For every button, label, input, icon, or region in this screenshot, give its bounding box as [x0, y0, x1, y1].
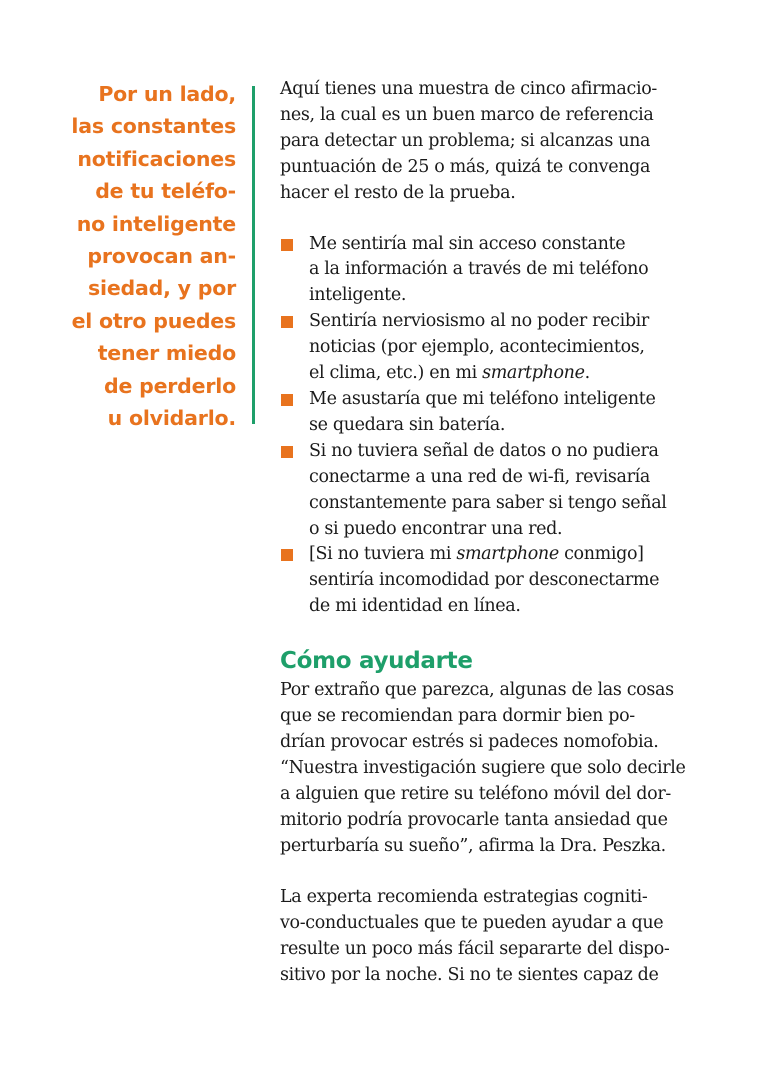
- pull-quote-line: de tu teléfo-: [95, 179, 236, 204]
- italic-term: smartphone: [482, 363, 585, 384]
- list-item: [280, 542, 742, 620]
- orange-square-bullet-icon: [281, 394, 293, 406]
- text-line: Aquí tienes una muestra de cinco afirmacio-: [280, 79, 657, 99]
- pull-quote-line: tener miedo: [97, 341, 236, 366]
- statement-list: [280, 232, 742, 621]
- text-line: Me sentiría mal sin acceso constante: [309, 233, 626, 254]
- text-line: La experta recomienda estrategias cogniti-: [280, 887, 648, 908]
- text-run: conmigo]: [558, 544, 644, 565]
- pull-quote-line: de perderlo: [103, 373, 236, 398]
- section-paragraph: [280, 885, 742, 989]
- orange-square-bullet-icon: [281, 446, 293, 458]
- text-line: Sentiría nerviosismo al no poder recibir: [309, 311, 649, 332]
- orange-square-bullet-icon: [281, 239, 293, 251]
- pull-quote-line: provocan an-: [87, 244, 236, 269]
- text-line: mitorio podría provocarle tanta ansiedad que: [280, 809, 668, 830]
- text-line: sentiría incomodidad por desconectarme: [309, 570, 660, 591]
- list-item: [280, 232, 742, 310]
- text-run: el clima, etc.) en mi: [309, 363, 483, 384]
- text-line: inteligente.: [309, 285, 407, 306]
- text-line: puntuación de 25 o más, quizá te convenga: [280, 156, 651, 177]
- text-line: de mi identidad en línea.: [309, 596, 521, 617]
- pull-quote-line: no inteligente: [76, 211, 236, 236]
- orange-square-bullet-icon: [281, 549, 293, 561]
- text-line: noticias (por ejemplo, acontecimientos,: [309, 337, 645, 358]
- text-line: drían provocar estrés si padeces nomofobia.: [280, 731, 659, 752]
- pull-quote-line: siedad, y por: [87, 276, 236, 301]
- text-run: [Si no tuviera mi: [309, 544, 457, 565]
- pull-quote-line: el otro puedes: [71, 308, 236, 333]
- text-line: a la información a través de mi teléfono: [309, 259, 649, 280]
- text-line: se quedara sin batería.: [309, 414, 506, 435]
- list-item: [280, 309, 742, 387]
- text-line: constantemente para saber si tengo señal: [309, 492, 667, 513]
- text-run: .: [584, 363, 590, 384]
- pull-quote-divider: [252, 86, 255, 424]
- text-line: vo-conductuales que te pueden ayudar a que: [280, 913, 664, 934]
- text-line: “Nuestra investigación sugiere que solo decirle: [280, 757, 686, 778]
- text-line: perturbaría su sueño”, afirma la Dra. Peszka.: [280, 835, 666, 856]
- text-line: [309, 361, 742, 387]
- text-line: nes, la cual es un buen marco de referencia: [280, 104, 654, 125]
- body-column: [280, 77, 742, 989]
- text-line: para detectar un problema; si alcanzas una: [280, 130, 651, 151]
- text-line: Me asustaría que mi teléfono inteligente: [309, 388, 656, 409]
- section-heading: Cómo ayudarte: [280, 648, 473, 675]
- list-item: [280, 439, 742, 543]
- text-line: resulte un poco más fácil separarte del dispo-: [280, 939, 670, 960]
- pull-quote-line: u olvidarlo.: [107, 406, 236, 431]
- pull-quote-line: Por un lado,: [98, 82, 236, 106]
- pull-quote-line: las constantes: [71, 114, 236, 139]
- orange-square-bullet-icon: [281, 316, 293, 328]
- italic-term: smartphone: [456, 544, 559, 565]
- text-line: Por extraño que parezca, algunas de las cosas: [280, 680, 674, 701]
- text-line: Si no tuviera señal de datos o no pudiera: [309, 440, 659, 461]
- pull-quote-line: notificaciones: [77, 146, 236, 171]
- text-line: [309, 542, 742, 568]
- pull-quote: [40, 78, 236, 434]
- text-line: a alguien que retire su teléfono móvil del dor-: [280, 783, 671, 804]
- intro-paragraph: [280, 77, 742, 207]
- text-line: sitivo por la noche. Si no te sientes capaz de: [280, 965, 659, 986]
- list-item: [280, 387, 742, 439]
- text-line: que se recomiendan para dormir bien po-: [280, 706, 635, 727]
- text-line: conectarme a una red de wi-fi, revisaría: [309, 466, 650, 487]
- text-line: hacer el resto de la prueba.: [280, 182, 516, 203]
- text-line: o si puedo encontrar una red.: [309, 518, 563, 539]
- section-paragraph: [280, 678, 742, 859]
